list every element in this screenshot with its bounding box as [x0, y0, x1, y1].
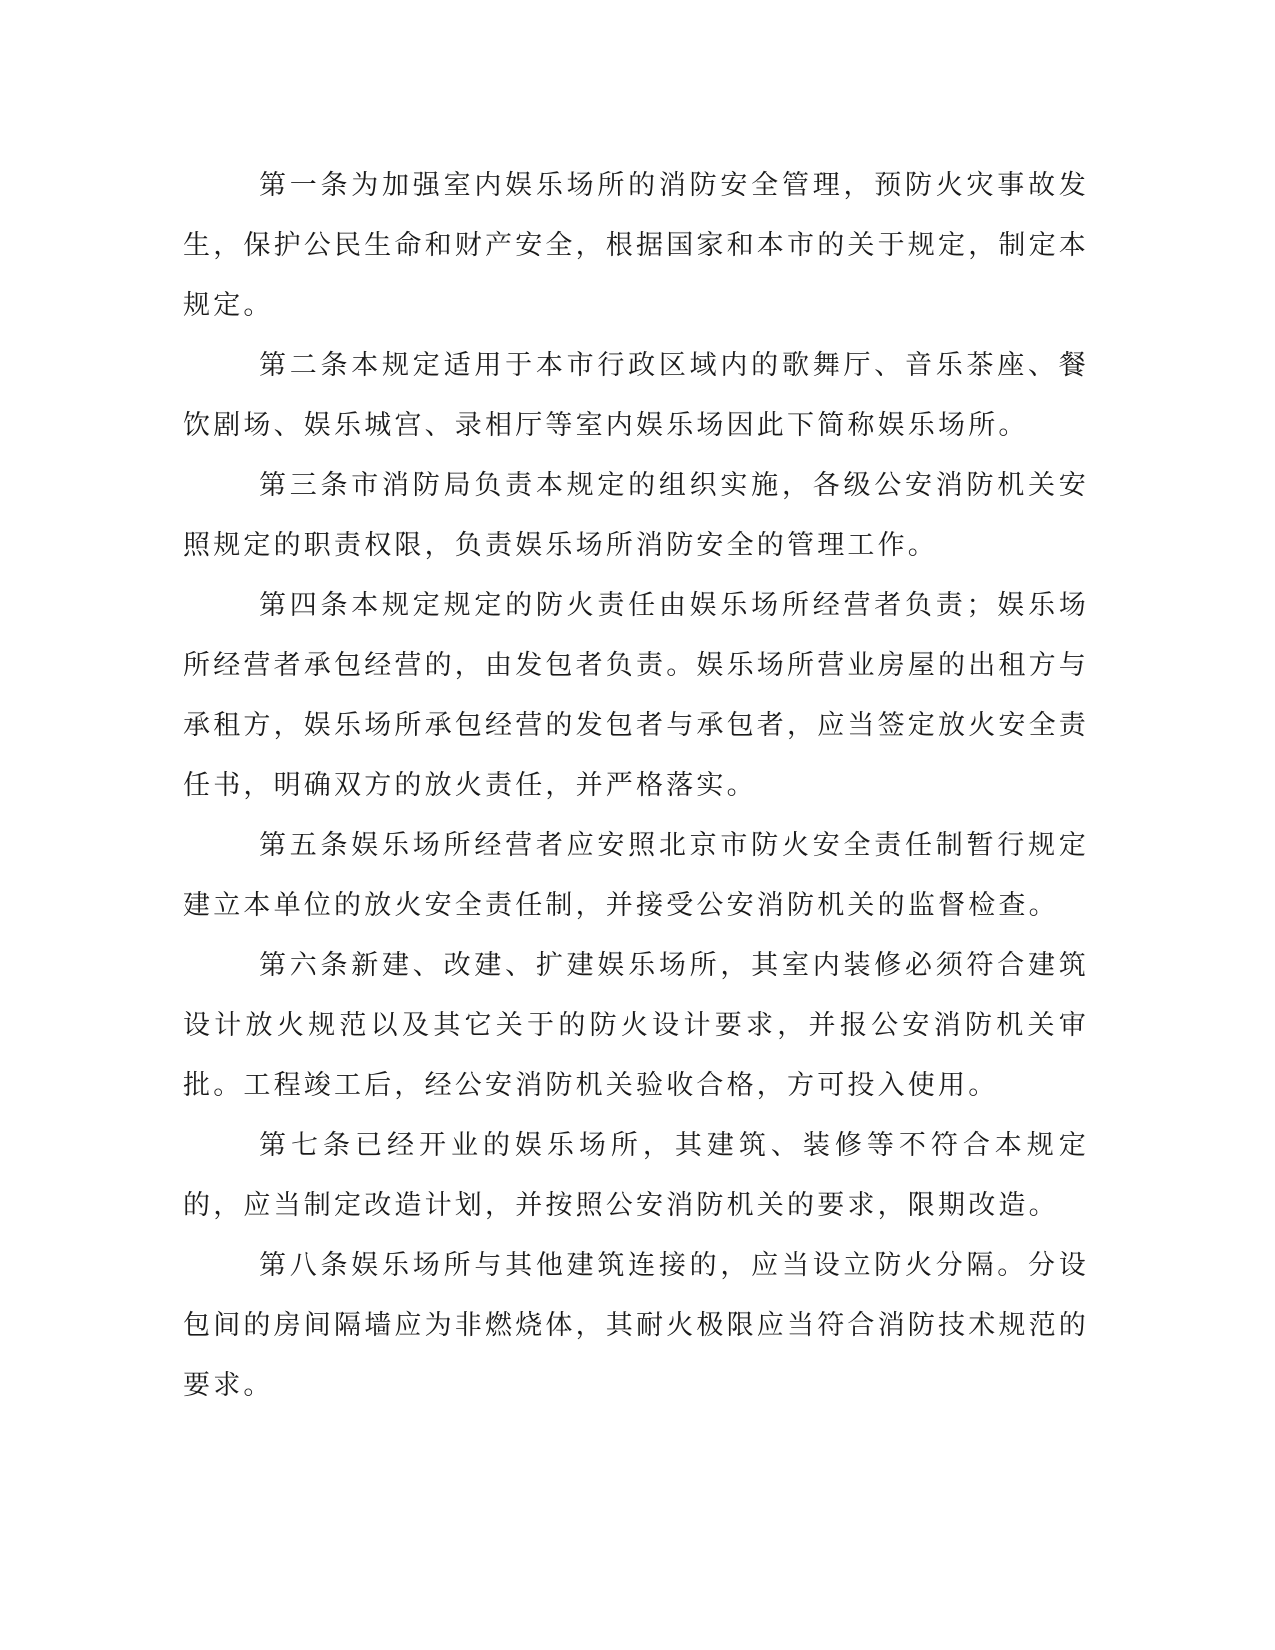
document-page	[183, 156, 1089, 1416]
article-7: 第七条已经开业的娱乐场所，其建筑、装修等不符合本规定的，应当制定改造计划，并按照公安消防机关的要求，限期改造。	[183, 1130, 1089, 1221]
article-6: 第六条新建、改建、扩建娱乐场所，其室内装修必须符合建筑设计放火规范以及其它关于的防火设计要求，并报公安消防机关审批。工程竣工后，经公安消防机关验收合格，方可投入使用。	[183, 950, 1089, 1101]
article-5: 第五条娱乐场所经营者应安照北京市防火安全责任制暂行规定建立本单位的放火安全责任制，并接受公安消防机关的监督检查。	[183, 830, 1089, 921]
article-1: 第一条为加强室内娱乐场所的消防安全管理，预防火灾事故发生，保护公民生命和财产安全，根据国家和本市的关于规定，制定本规定。	[183, 170, 1089, 321]
article-4: 第四条本规定规定的防火责任由娱乐场所经营者负责；娱乐场所经营者承包经营的，由发包者负责。娱乐场所营业房屋的出租方与承租方，娱乐场所承包经营的发包者与承包者，应当签定放火安全责任书，明确双方的放火责任，并严格落实。	[183, 590, 1089, 801]
article-3: 第三条市消防局负责本规定的组织实施，各级公安消防机关安照规定的职责权限，负责娱乐场所消防安全的管理工作。	[183, 470, 1089, 561]
article-2: 第二条本规定适用于本市行政区域内的歌舞厅、音乐茶座、餐饮剧场、娱乐城宫、录相厅等室内娱乐场因此下简称娱乐场所。	[183, 350, 1089, 441]
article-8: 第八条娱乐场所与其他建筑连接的，应当设立防火分隔。分设包间的房间隔墙应为非燃烧体，其耐火极限应当符合消防技术规范的要求。	[183, 1250, 1089, 1401]
